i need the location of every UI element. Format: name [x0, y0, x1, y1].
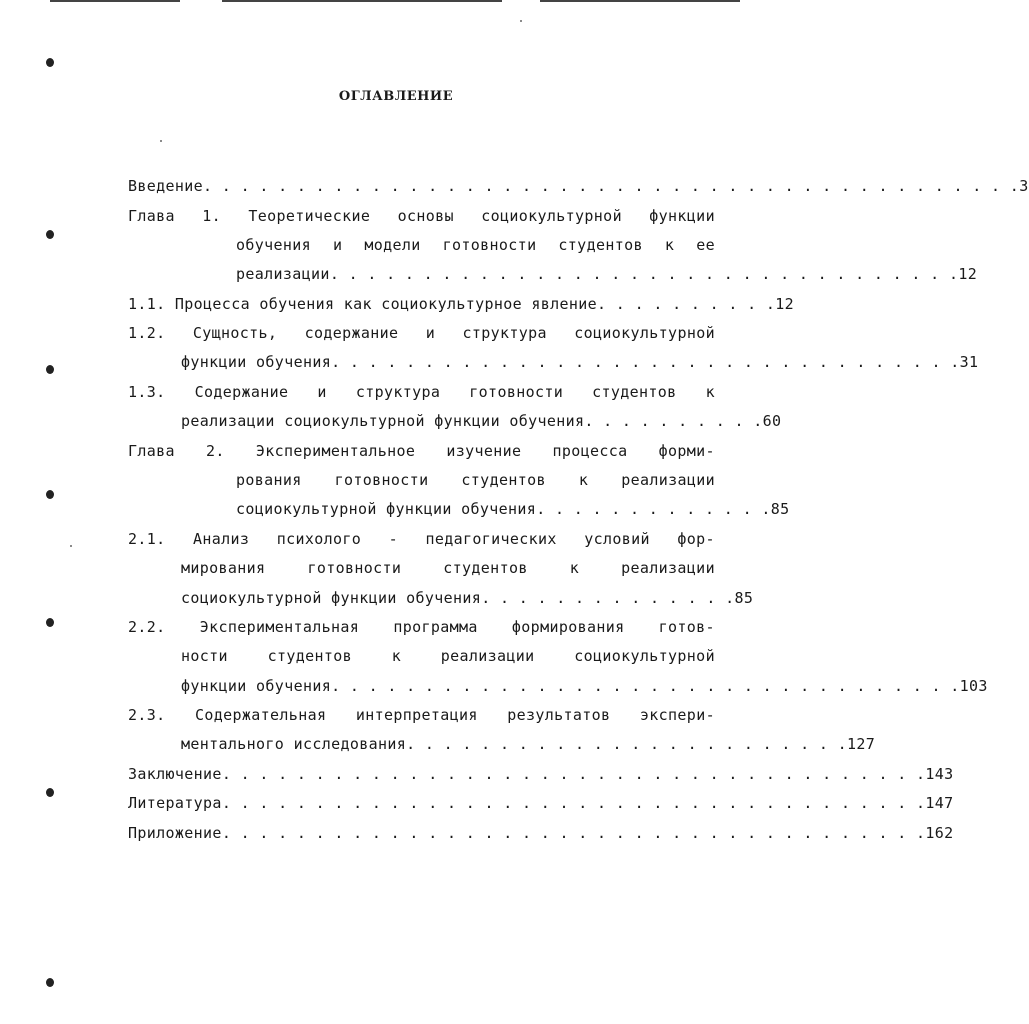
word: и	[317, 383, 327, 401]
word: ее	[696, 236, 715, 254]
word: структура	[355, 383, 441, 401]
leader-dots: . . . . . . . . . . . . . .	[481, 589, 735, 607]
binder-hole-mark	[46, 978, 54, 987]
word: мирования	[181, 559, 266, 577]
leader-dots: . . . . . . . . . . . . . . . . . . . . . . . . . . . . . . . . . . . . . .	[221, 824, 926, 842]
word: Сущность,	[192, 324, 278, 342]
word: 1.3.	[128, 383, 166, 401]
toc-entry-label: Литература	[128, 794, 222, 812]
word: Анализ	[192, 530, 250, 548]
toc-entry-literature	[128, 793, 954, 813]
toc-entry-chapter-1	[128, 206, 715, 226]
word: готовности	[334, 471, 429, 489]
scan-edge-line	[540, 0, 740, 2]
word: к	[578, 471, 589, 489]
word: готов-	[658, 618, 715, 636]
toc-entry-chapter-2-end	[236, 499, 790, 519]
word: реализации	[621, 559, 715, 577]
toc-entry-label: ментального исследования	[181, 735, 407, 753]
toc-page-number: 12	[958, 265, 978, 283]
word: Содержание	[194, 383, 289, 401]
toc-entry-section-2-1-end	[181, 588, 754, 608]
word: результатов	[507, 706, 611, 724]
word: к	[391, 647, 402, 665]
word: программа	[393, 618, 478, 636]
word: процесса	[552, 442, 628, 460]
toc-page-number: 85	[734, 589, 754, 607]
leader-dots: . . . . . . . . . . . . . . . . . . . . . . . .	[406, 735, 848, 753]
toc-entry-section-1-2-end	[181, 352, 979, 372]
toc-entry-label: реализации социокультурной функции обучения	[181, 412, 585, 430]
toc-page-number: 127	[847, 735, 876, 753]
toc-entry-label: Введение	[128, 177, 204, 195]
word: к	[569, 559, 580, 577]
leader-dots: . . . . . . . . . .	[584, 412, 763, 430]
leader-dots: . . . . . . . . . . . . . . . . . . . . . . . . . . . . . . . . . .	[329, 265, 959, 283]
word: Экспериментальное	[255, 442, 416, 460]
toc-entry-label: социокультурной функции обучения	[181, 589, 482, 607]
word: ности	[181, 647, 228, 665]
word: фор-	[677, 530, 715, 548]
word: 2.1.	[128, 530, 166, 548]
toc-entry-conclusion	[128, 764, 954, 784]
scan-edge-line	[222, 0, 502, 2]
word: психолого	[276, 530, 362, 548]
word: студентов	[592, 383, 677, 401]
toc-entry-label: социокультурной функции обучения	[236, 500, 537, 518]
word: реализации	[440, 647, 535, 665]
binder-hole-mark	[46, 490, 54, 499]
toc-page-number: 143	[925, 765, 954, 783]
word: Экспериментальная	[199, 618, 360, 636]
word: к	[705, 383, 715, 401]
toc-entry-introduction	[128, 176, 1029, 196]
word: готовности	[442, 236, 537, 254]
toc-entry-section-2-2-cont	[181, 646, 715, 666]
scan-edge-line	[50, 0, 180, 2]
word: реализации	[621, 471, 715, 489]
word: модели	[364, 236, 421, 254]
toc-page-number: 60	[762, 412, 782, 430]
binder-hole-mark	[46, 230, 54, 239]
toc-entry-label: реализации	[236, 265, 330, 283]
toc-page-number: 103	[959, 677, 988, 695]
word: форми-	[658, 442, 715, 460]
word: -	[388, 530, 399, 548]
binder-hole-mark	[46, 618, 54, 627]
word: социокультурной	[574, 647, 715, 665]
toc-entry-chapter-1-end	[236, 264, 978, 284]
word: структура	[462, 324, 547, 342]
binder-hole-mark	[46, 58, 54, 67]
word: студентов	[267, 647, 353, 665]
toc-entry-section-2-2-end	[181, 676, 988, 696]
toc-page-number: 147	[925, 794, 954, 812]
toc-entry-section-1-3	[128, 382, 715, 402]
leader-dots: . . . . . . . . . .	[597, 295, 776, 313]
toc-entry-chapter-2	[128, 441, 715, 461]
word: изучение	[446, 442, 522, 460]
word: 1.2.	[128, 324, 166, 342]
word: условий	[584, 530, 650, 548]
word: готовности	[469, 383, 564, 401]
word: педагогических	[425, 530, 557, 548]
toc-entry-section-1-1	[128, 294, 795, 314]
word: основы	[397, 207, 454, 225]
leader-dots: . . . . . . . . . . . . . . . . . . . . . . . . . . . . . . . . . .	[331, 353, 960, 371]
toc-entry-appendix	[128, 823, 954, 843]
word: студентов	[461, 471, 546, 489]
word: 2.	[205, 442, 225, 460]
word: обучения	[236, 236, 312, 254]
word: готовности	[307, 559, 402, 577]
word: функции	[649, 207, 715, 225]
toc-entry-section-2-2	[128, 617, 715, 637]
toc-entry-chapter-2-cont	[236, 470, 715, 490]
word: Теоретические	[248, 207, 371, 225]
leader-dots: . . . . . . . . . . . . . . . . . . . . . . . . . . . . . . . . . . . . . .	[221, 765, 926, 783]
word: 2.2.	[128, 618, 166, 636]
word: социокультурной	[481, 207, 622, 225]
toc-entry-label: 1.1. Процесса обучения как социокультурное явление	[128, 295, 598, 313]
scan-speck	[520, 20, 522, 22]
scan-speck	[160, 140, 162, 142]
word: Глава	[128, 207, 175, 225]
toc-entry-section-2-1-cont	[181, 558, 715, 578]
word: студентов	[558, 236, 643, 254]
binder-hole-mark	[46, 365, 54, 374]
toc-entry-chapter-1-cont	[236, 235, 715, 255]
word: Содержательная	[195, 706, 327, 724]
toc-page-number: 31	[959, 353, 979, 371]
page-title: ОГЛАВЛЕНИЕ	[338, 89, 454, 104]
word: Глава	[128, 442, 175, 460]
toc-page-number: 12	[775, 295, 795, 313]
toc-entry-label: Заключение	[128, 765, 222, 783]
toc-entry-label: Приложение	[128, 824, 222, 842]
toc-page-number: 162	[925, 824, 954, 842]
toc-entry-section-1-2	[128, 323, 715, 343]
toc-entry-label: функции обучения	[181, 353, 332, 371]
toc-entry-section-2-3-end	[181, 734, 876, 754]
word: студентов	[443, 559, 528, 577]
word: 1.	[202, 207, 221, 225]
word: содержание	[304, 324, 399, 342]
word: социокультурной	[574, 324, 715, 342]
binder-hole-mark	[46, 788, 54, 797]
scan-speck	[70, 545, 72, 547]
word: к	[664, 236, 675, 254]
toc-entry-label: функции обучения	[181, 677, 332, 695]
word: и	[333, 236, 343, 254]
toc-page-number: 85	[770, 500, 790, 518]
word: формирования	[511, 618, 625, 636]
toc-entry-section-1-3-end	[181, 411, 782, 431]
word: рования	[236, 471, 302, 489]
leader-dots: . . . . . . . . . . . . . . . . . . . . . . . . . . . . . . . . . . . . . .	[221, 794, 926, 812]
leader-dots: . . . . . . . . . . . . . . . . . . . . . . . . . . . . . . . . . .	[331, 677, 960, 695]
leader-dots: . . . . . . . . . . . . . . . . . . . . . . . . . . . . . . . . . . . . . . . . . . . .	[203, 177, 1020, 195]
toc-entry-section-2-3	[128, 705, 715, 725]
leader-dots: . . . . . . . . . . . . .	[536, 500, 771, 518]
toc-page-number: 3	[1019, 177, 1029, 195]
toc-entry-section-2-1	[128, 529, 715, 549]
word: 2.3.	[128, 706, 166, 724]
word: и	[425, 324, 436, 342]
word: экспери-	[639, 706, 715, 724]
word: интерпретация	[355, 706, 478, 724]
